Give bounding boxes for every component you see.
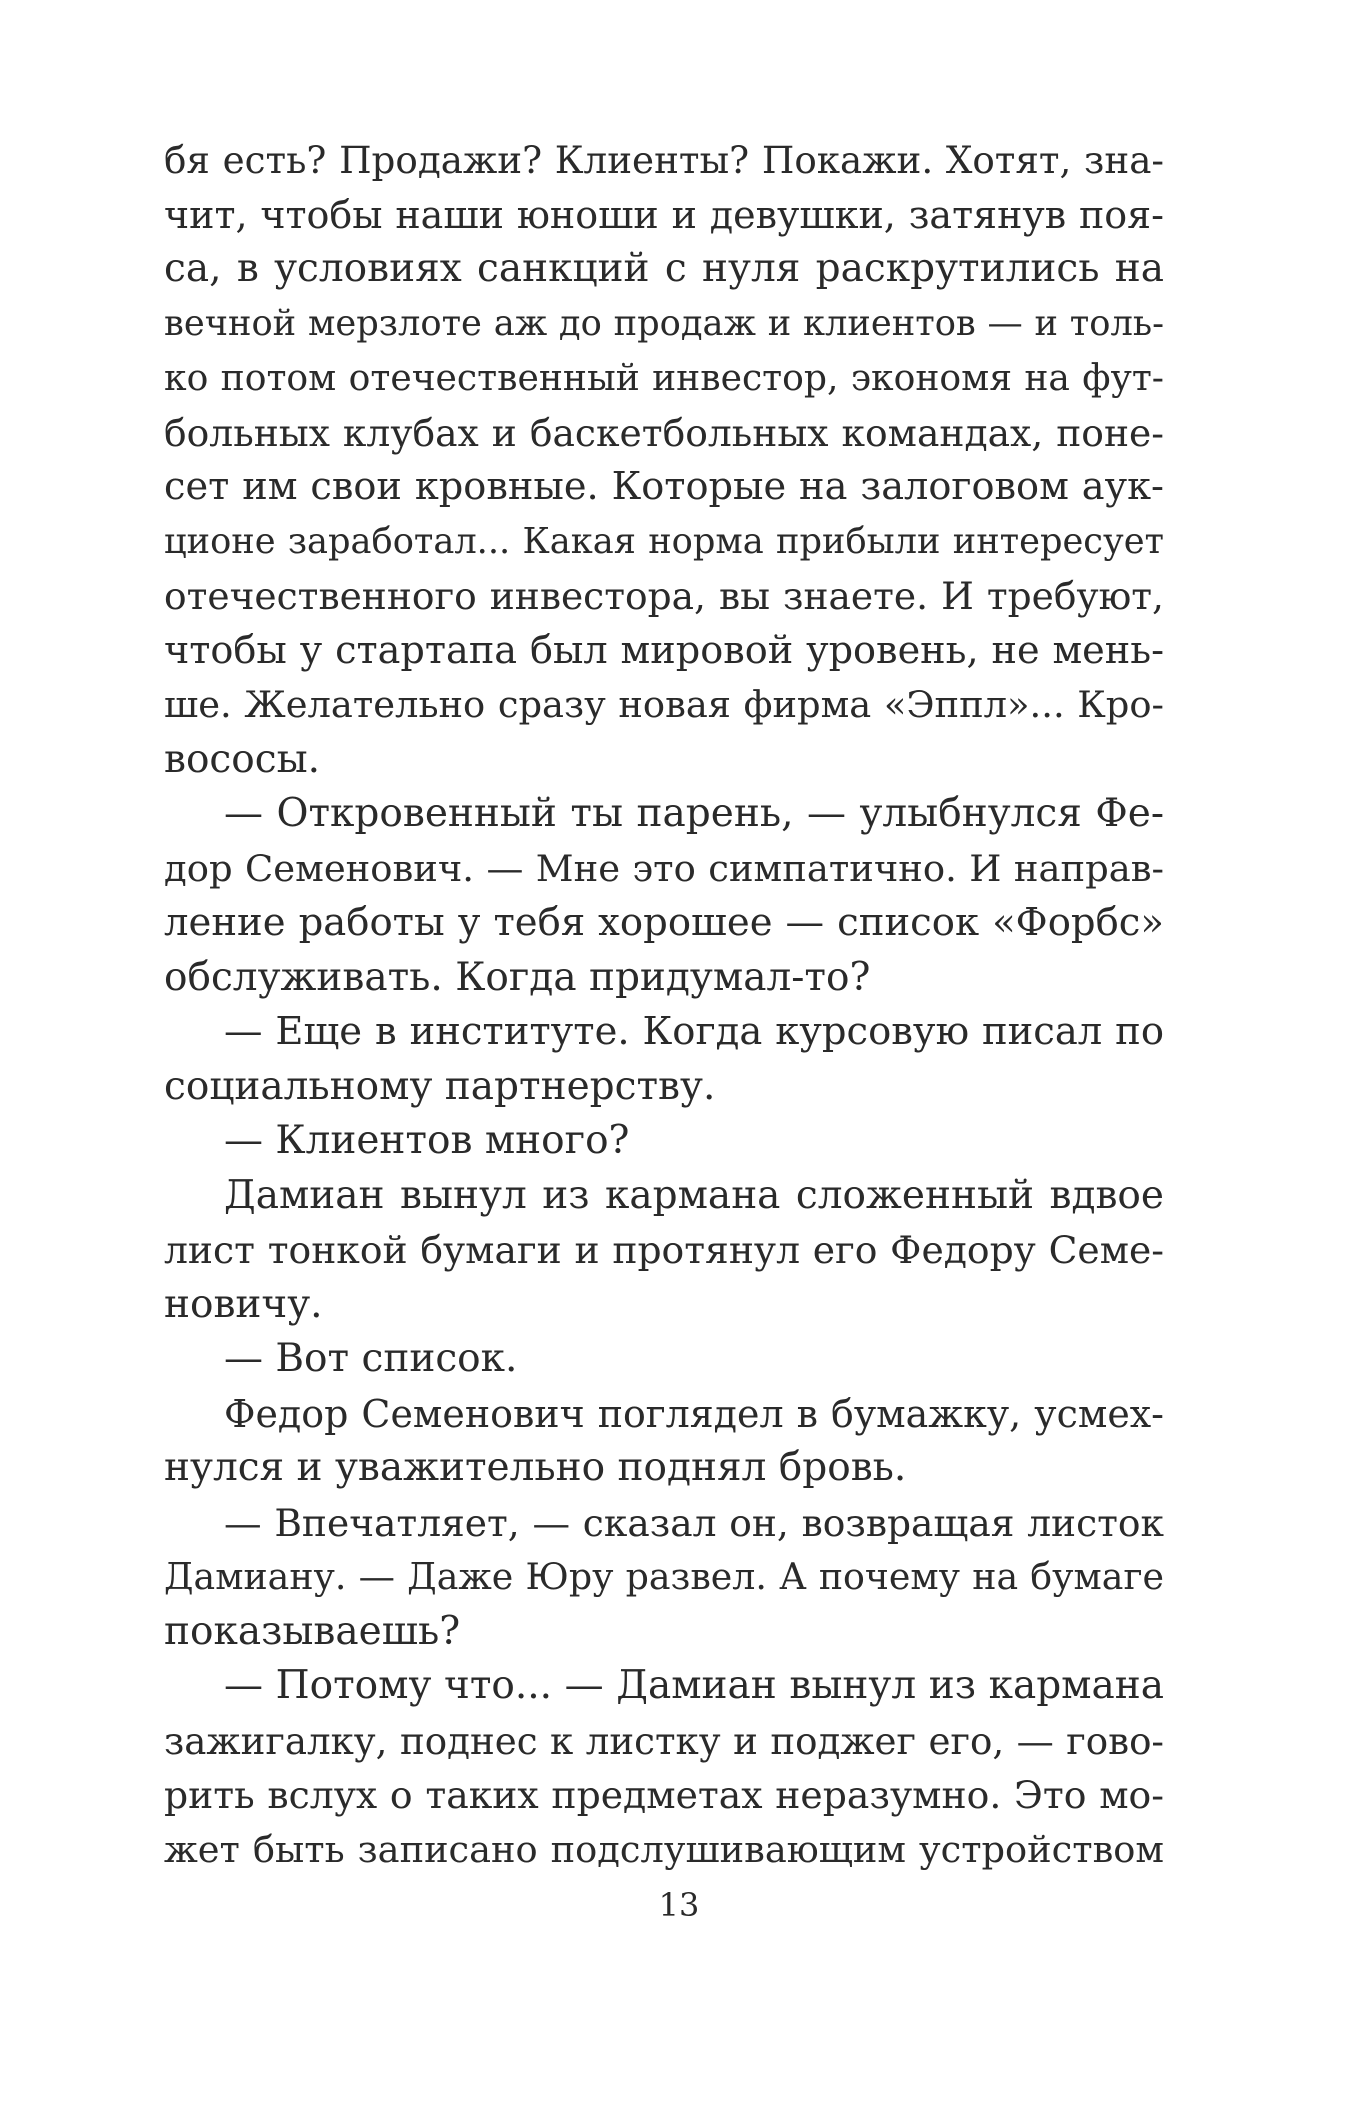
text-line: — Потому что... — Дамиан вынул из кармана [224, 1663, 1164, 1708]
text-line: Федор Семенович поглядел в бумажку, усмех- [224, 1391, 1164, 1436]
text-line: ше. Желательно сразу новая фирма «Эппл»... Кро- [164, 683, 1164, 726]
text-line: новичу. [164, 1281, 323, 1327]
page-number: 13 [658, 1886, 700, 1924]
text-line: лист тонкой бумаги и протянул его Федору Семе- [164, 1228, 1164, 1272]
text-line: Дамиану. — Даже Юру развел. А почему на бумаге [164, 1555, 1164, 1598]
text-line: дор Семенович. — Мне это симпатично. И направ- [164, 846, 1164, 890]
text-line: ление работы у тебя хорошее — список «Форбс» [164, 900, 1164, 945]
text-line: — Впечатляет, — сказал он, возвращая листок [224, 1500, 1164, 1545]
text-line: рить вслух о таких предметах неразумно. Это мо- [164, 1773, 1164, 1817]
text-line: бя есть? Продажи? Клиенты? Покажи. Хотят, зна- [164, 138, 1164, 182]
text-line: Дамиан вынул из кармана сложенный вдвое [224, 1172, 1164, 1218]
text-line: вечной мерзлоте аж до продаж и клиентов — и толь- [164, 302, 1164, 344]
text-line: обслуживать. Когда придумал-то? [164, 954, 871, 1000]
text-line: сет им свои кровные. Которые на залоговом аук- [164, 464, 1164, 509]
text-line: жет быть записано подслушивающим устройством [164, 1827, 1164, 1871]
text-line: — Еще в институте. Когда курсовую писал по [224, 1009, 1164, 1054]
text-line: отечественного инвестора, вы знаете. И требуют, [164, 574, 1164, 618]
text-line: — Откровенный ты парень, — улыбнулся Фе- [224, 791, 1164, 836]
text-line: вососы. [164, 736, 321, 782]
text-line: чит, чтобы наши юноши и девушки, затянув поя- [164, 192, 1164, 237]
body-text [164, 133, 1164, 1877]
text-line: больных клубах и баскетбольных командах, поне- [164, 410, 1164, 455]
text-line: ционе заработал... Какая норма прибыли интересует [164, 520, 1164, 562]
text-line: са, в условиях санкций с нуля раскрутились на [164, 246, 1164, 291]
text-line: показываешь? [164, 1608, 461, 1654]
text-line: нулся и уважительно поднял бровь. [164, 1445, 907, 1490]
text-line: чтобы у стартапа был мировой уровень, не мень- [164, 628, 1164, 673]
text-line: ко потом отечественный инвестор, экономя на фут- [164, 356, 1164, 399]
text-line: — Вот список. [224, 1336, 518, 1381]
text-line: — Клиентов много? [224, 1118, 630, 1163]
text-line: зажигалку, поднес к листку и поджег его, — гово- [164, 1718, 1164, 1763]
text-line: социальному партнерству. [164, 1063, 716, 1109]
